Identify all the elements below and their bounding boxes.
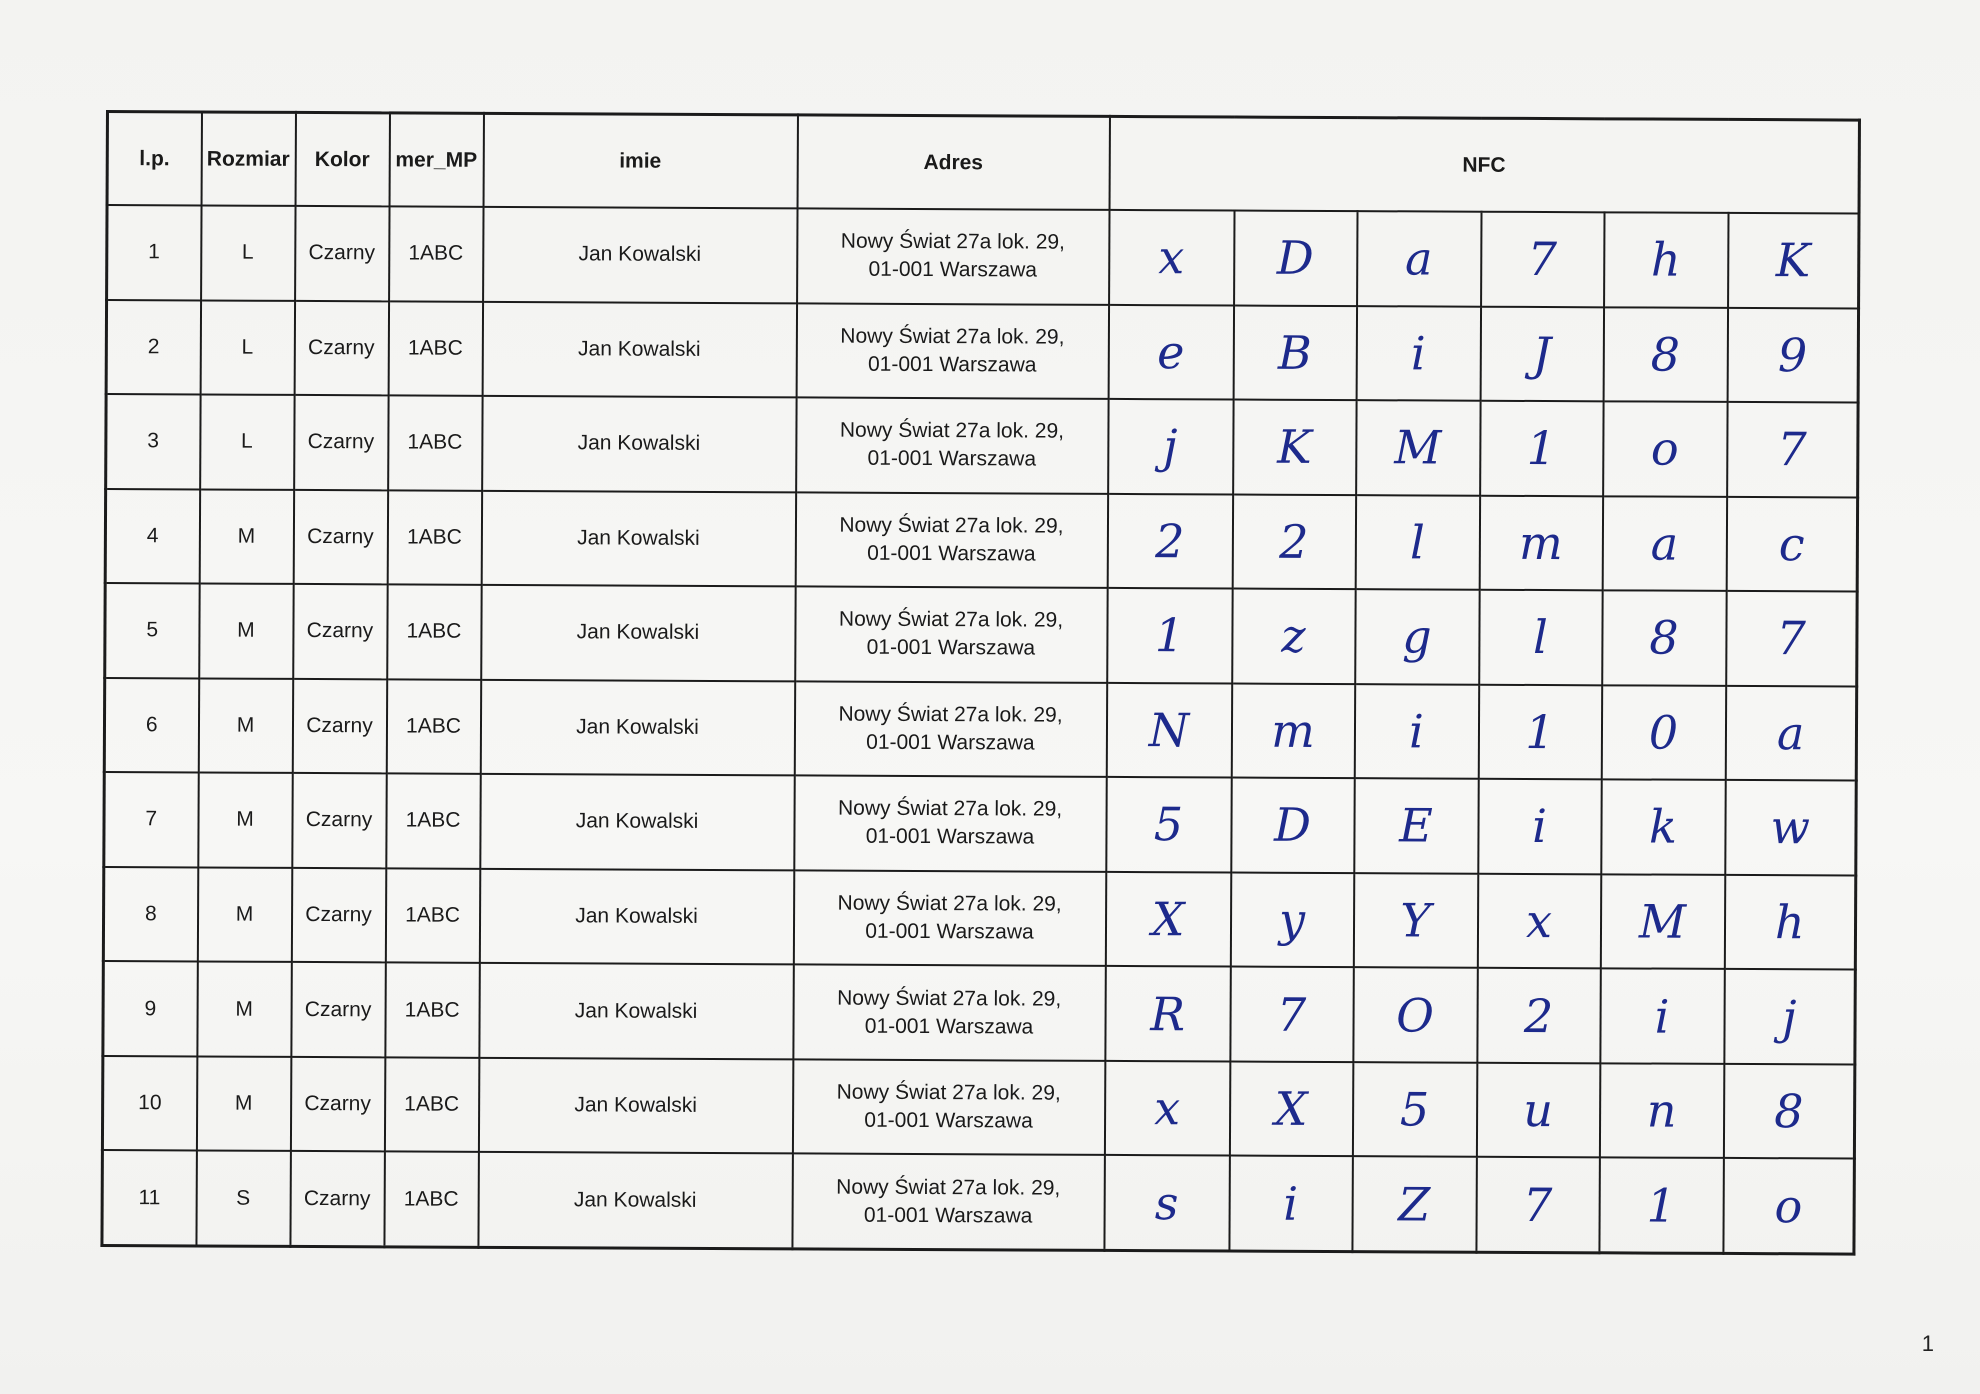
- nfc-handwritten-char: 5: [1399, 1082, 1430, 1137]
- nfc-handwritten-char: 2: [1523, 988, 1554, 1043]
- cell-nfc: [1601, 780, 1725, 875]
- nfc-handwritten-char: a: [1776, 706, 1805, 761]
- nfc-handwritten-char: R: [1150, 986, 1186, 1041]
- adres-line-2: 01-001 Warszawa: [863, 1203, 1033, 1228]
- cell-nfc: [1727, 402, 1858, 497]
- nfc-handwritten-char: 7: [1276, 987, 1307, 1042]
- adres-line-1: Nowy Świat 27a lok. 29,: [838, 607, 1064, 633]
- nfc-handwritten-char: 2: [1155, 513, 1185, 569]
- cell-nfc: [1233, 400, 1356, 495]
- nfc-handwritten-char: k: [1648, 800, 1678, 855]
- cell-kolor: Czarny: [293, 584, 387, 679]
- cell-rozmiar: L: [201, 205, 295, 300]
- table-row: [102, 1056, 1854, 1159]
- cell-lp: 1: [107, 205, 201, 300]
- cell-nfc: [1600, 874, 1724, 969]
- cell-kolor: Czarny: [291, 868, 385, 963]
- cell-numer-mp: 1ABC: [387, 585, 481, 680]
- cell-nfc: [1479, 590, 1602, 685]
- nfc-handwritten-char: O: [1396, 987, 1435, 1043]
- nfc-handwritten-char: e: [1157, 324, 1185, 380]
- cell-nfc: [1601, 685, 1725, 780]
- cell-nfc: [1107, 493, 1232, 588]
- table-row: [106, 394, 1858, 497]
- cell-kolor: Czarny: [293, 490, 387, 585]
- nfc-handwritten-char: 7: [1777, 422, 1807, 477]
- cell-nfc: [1104, 1155, 1229, 1251]
- cell-nfc: [1604, 212, 1728, 307]
- cell-adres: [797, 208, 1109, 304]
- cell-nfc: [1231, 683, 1354, 778]
- table-row: [104, 772, 1856, 875]
- cell-rozmiar: L: [200, 300, 294, 395]
- cell-nfc: [1476, 1062, 1599, 1157]
- nfc-handwritten-char: K: [1277, 420, 1312, 475]
- cell-adres: [793, 870, 1105, 966]
- cell-nfc: [1355, 495, 1479, 590]
- cell-nfc: [1231, 778, 1354, 873]
- cell-nfc: [1603, 307, 1727, 402]
- cell-numer-mp: 1ABC: [389, 206, 483, 301]
- nfc-handwritten-char: 1: [1154, 608, 1185, 663]
- nfc-handwritten-char: X: [1274, 1081, 1308, 1136]
- header-nfc: NFC: [1109, 116, 1859, 213]
- cell-imie: Jan Kowalski: [479, 963, 793, 1059]
- cell-nfc: [1352, 1156, 1476, 1252]
- adres-line-2: 01-001 Warszawa: [867, 541, 1036, 566]
- cell-nfc: [1108, 399, 1233, 494]
- cell-adres: [795, 586, 1107, 682]
- cell-nfc: [1726, 591, 1857, 686]
- cell-nfc: [1726, 497, 1857, 592]
- cell-adres: [792, 1059, 1104, 1155]
- cell-numer-mp: 1ABC: [385, 868, 479, 963]
- adres-line-1: Nowy Świat 27a lok. 29,: [840, 324, 1065, 349]
- cell-kolor: Czarny: [290, 1057, 384, 1152]
- cell-nfc: [1599, 1063, 1723, 1158]
- nfc-handwritten-char: h: [1774, 895, 1805, 950]
- cell-nfc: [1723, 1064, 1854, 1159]
- cell-lp: 4: [105, 489, 199, 584]
- cell-nfc: [1232, 589, 1355, 684]
- cell-rozmiar: L: [200, 395, 294, 490]
- nfc-handwritten-char: i: [1283, 1176, 1299, 1231]
- table-row: [103, 867, 1855, 970]
- cell-kolor: Czarny: [292, 773, 386, 868]
- table-body: [102, 205, 1859, 1254]
- cell-imie: Jan Kowalski: [483, 207, 797, 303]
- cell-numer-mp: 1ABC: [388, 301, 482, 396]
- nfc-handwritten-char: 7: [1776, 611, 1806, 666]
- adres-line-1: Nowy Świat 27a lok. 29,: [839, 418, 1065, 444]
- cell-nfc: [1477, 968, 1600, 1063]
- cell-numer-mp: 1ABC: [386, 679, 480, 774]
- nfc-handwritten-char: s: [1154, 1175, 1179, 1230]
- cell-numer-mp: 1ABC: [388, 395, 482, 490]
- nfc-handwritten-char: a: [1650, 516, 1679, 571]
- cell-adres: [794, 681, 1106, 777]
- cell-nfc: [1479, 495, 1602, 590]
- nfc-handwritten-char: x: [1525, 893, 1553, 949]
- adres-line-1: Nowy Świat 27a lok. 29,: [839, 513, 1064, 538]
- nfc-handwritten-char: g: [1402, 609, 1432, 664]
- cell-nfc: [1233, 305, 1356, 400]
- cell-nfc: [1723, 1158, 1854, 1254]
- cell-nfc: [1477, 873, 1600, 968]
- cell-nfc: [1106, 683, 1231, 778]
- nfc-handwritten-char: X: [1151, 892, 1185, 947]
- table-row: [102, 1150, 1854, 1254]
- nfc-registry-table: [100, 110, 1861, 1256]
- nfc-handwritten-char: 7: [1527, 232, 1558, 287]
- cell-adres: [793, 965, 1105, 1061]
- nfc-handwritten-char: 7: [1522, 1177, 1553, 1232]
- cell-nfc: [1234, 211, 1357, 306]
- cell-nfc: [1728, 213, 1859, 308]
- adres-line-2: 01-001 Warszawa: [866, 730, 1035, 755]
- adres-line-1: Nowy Świat 27a lok. 29,: [836, 1175, 1061, 1200]
- cell-kolor: Czarny: [290, 1151, 384, 1247]
- nfc-handwritten-char: D: [1276, 230, 1314, 286]
- adres-line-2: 01-001 Warszawa: [864, 1108, 1033, 1133]
- cell-kolor: Czarny: [294, 395, 388, 490]
- nfc-handwritten-char: i: [1532, 799, 1548, 854]
- nfc-handwritten-char: i: [1408, 704, 1424, 759]
- adres-line-2: 01-001 Warszawa: [867, 352, 1037, 377]
- nfc-handwritten-char: 1: [1526, 421, 1557, 476]
- adres-line-1: Nowy Świat 27a lok. 29,: [840, 229, 1065, 254]
- nfc-handwritten-char: l: [1532, 610, 1548, 665]
- cell-adres: [796, 303, 1108, 399]
- cell-rozmiar: M: [197, 867, 291, 962]
- cell-nfc: [1356, 400, 1480, 495]
- cell-lp: 6: [104, 678, 198, 773]
- cell-adres: [795, 492, 1107, 588]
- header-rozmiar: Rozmiar: [201, 112, 295, 206]
- nfc-handwritten-char: y: [1278, 892, 1306, 947]
- table-row: [103, 961, 1855, 1064]
- cell-nfc: [1353, 967, 1477, 1062]
- nfc-handwritten-char: B: [1277, 325, 1312, 380]
- cell-nfc: [1354, 778, 1478, 873]
- header-imie: imie: [483, 113, 797, 208]
- cell-imie: Jan Kowalski: [481, 490, 795, 586]
- header-lp: l.p.: [107, 112, 201, 206]
- cell-lp: 8: [103, 867, 197, 962]
- header-row: [107, 112, 1859, 214]
- cell-adres: [796, 397, 1108, 493]
- nfc-handwritten-char: Y: [1400, 893, 1431, 948]
- cell-nfc: [1355, 589, 1479, 684]
- cell-nfc: [1232, 494, 1355, 589]
- cell-lp: 2: [106, 300, 200, 395]
- cell-nfc: [1108, 304, 1233, 399]
- nfc-handwritten-char: 5: [1153, 797, 1184, 852]
- cell-nfc: [1107, 588, 1232, 683]
- cell-nfc: [1478, 779, 1601, 874]
- cell-kolor: Czarny: [294, 300, 388, 395]
- cell-nfc: [1476, 1157, 1599, 1253]
- cell-nfc: [1481, 212, 1604, 307]
- nfc-handwritten-char: J: [1532, 326, 1552, 381]
- cell-nfc: [1480, 306, 1603, 401]
- cell-rozmiar: M: [198, 773, 292, 868]
- adres-line-2: 01-001 Warszawa: [864, 1014, 1034, 1039]
- cell-imie: Jan Kowalski: [480, 774, 794, 870]
- cell-numer-mp: 1ABC: [384, 1057, 478, 1152]
- nfc-handwritten-char: m: [1518, 515, 1563, 570]
- cell-adres: [792, 1154, 1104, 1251]
- nfc-handwritten-char: 1: [1646, 1178, 1676, 1233]
- nfc-handwritten-char: K: [1775, 233, 1811, 288]
- cell-numer-mp: 1ABC: [387, 490, 481, 585]
- cell-imie: Jan Kowalski: [482, 301, 796, 397]
- nfc-handwritten-char: c: [1778, 517, 1805, 572]
- nfc-handwritten-char: u: [1523, 1082, 1554, 1138]
- header-numer-mp: mer_MP: [389, 113, 483, 207]
- cell-imie: Jan Kowalski: [478, 1152, 792, 1249]
- nfc-handwritten-char: j: [1782, 989, 1797, 1044]
- nfc-handwritten-char: E: [1399, 798, 1433, 853]
- table-row: [104, 678, 1856, 781]
- cell-lp: 11: [102, 1150, 196, 1246]
- cell-rozmiar: M: [198, 678, 292, 773]
- nfc-handwritten-char: M: [1394, 420, 1442, 475]
- nfc-handwritten-char: l: [1409, 515, 1425, 570]
- cell-rozmiar: M: [196, 1056, 290, 1151]
- cell-nfc: [1724, 969, 1855, 1064]
- cell-imie: Jan Kowalski: [481, 585, 795, 681]
- nfc-handwritten-char: o: [1774, 1178, 1803, 1233]
- cell-nfc: [1229, 1061, 1352, 1156]
- cell-lp: 9: [103, 961, 197, 1056]
- page-number: 1: [1921, 1331, 1934, 1356]
- nfc-handwritten-char: m: [1271, 703, 1315, 758]
- adres-line-2: 01-001 Warszawa: [865, 825, 1035, 849]
- nfc-handwritten-char: i: [1654, 989, 1670, 1044]
- cell-nfc: [1104, 1061, 1229, 1156]
- cell-nfc: [1480, 401, 1603, 496]
- cell-lp: 5: [105, 583, 199, 678]
- cell-imie: Jan Kowalski: [479, 869, 793, 965]
- adres-line-1: Nowy Świat 27a lok. 29,: [836, 1080, 1061, 1105]
- nfc-handwritten-char: Z: [1398, 1176, 1431, 1232]
- nfc-handwritten-char: 2: [1279, 514, 1309, 569]
- table-row: [106, 300, 1858, 403]
- nfc-handwritten-char: j: [1163, 419, 1178, 474]
- cell-imie: Jan Kowalski: [478, 1058, 792, 1154]
- cell-nfc: [1354, 684, 1478, 779]
- header-kolor: Kolor: [295, 112, 389, 206]
- adres-line-1: Nowy Świat 27a lok. 29,: [837, 797, 1063, 822]
- cell-nfc: [1230, 967, 1353, 1062]
- cell-lp: 7: [104, 772, 198, 867]
- cell-numer-mp: 1ABC: [384, 1152, 478, 1248]
- cell-nfc: [1727, 307, 1858, 402]
- nfc-handwritten-char: o: [1650, 421, 1679, 477]
- nfc-handwritten-char: D: [1273, 798, 1312, 853]
- cell-nfc: [1352, 1062, 1476, 1157]
- cell-nfc: [1724, 875, 1855, 970]
- nfc-handwritten-char: x: [1158, 230, 1185, 285]
- nfc-handwritten-char: 8: [1774, 1084, 1804, 1139]
- cell-nfc: [1602, 590, 1726, 685]
- nfc-handwritten-char: i: [1410, 326, 1426, 381]
- cell-rozmiar: M: [199, 584, 293, 679]
- adres-line-2: 01-001 Warszawa: [867, 447, 1037, 471]
- cell-nfc: [1599, 1158, 1723, 1254]
- nfc-handwritten-char: 8: [1649, 610, 1679, 666]
- cell-imie: Jan Kowalski: [480, 679, 794, 775]
- nfc-handwritten-char: n: [1646, 1083, 1677, 1138]
- table-row: [105, 489, 1857, 592]
- cell-nfc: [1356, 306, 1480, 401]
- cell-nfc: [1603, 401, 1727, 496]
- header-adres: Adres: [797, 115, 1109, 210]
- nfc-handwritten-char: 8: [1650, 327, 1681, 382]
- adres-line-1: Nowy Świat 27a lok. 29,: [838, 702, 1063, 727]
- cell-numer-mp: 1ABC: [386, 774, 480, 869]
- nfc-handwritten-char: z: [1281, 609, 1306, 664]
- nfc-handwritten-char: 1: [1525, 704, 1555, 760]
- cell-nfc: [1106, 777, 1231, 872]
- cell-nfc: [1230, 872, 1353, 967]
- nfc-handwritten-char: h: [1650, 232, 1681, 287]
- cell-nfc: [1478, 684, 1601, 779]
- nfc-handwritten-char: x: [1154, 1081, 1181, 1136]
- cell-nfc: [1725, 780, 1856, 875]
- cell-rozmiar: S: [196, 1151, 290, 1247]
- nfc-handwritten-char: 9: [1777, 327, 1808, 383]
- cell-numer-mp: 1ABC: [385, 963, 479, 1058]
- nfc-handwritten-char: M: [1638, 894, 1687, 949]
- nfc-handwritten-char: w: [1770, 800, 1811, 855]
- cell-rozmiar: M: [199, 489, 293, 584]
- cell-lp: 10: [102, 1056, 196, 1151]
- cell-nfc: [1357, 211, 1481, 306]
- cell-nfc: [1229, 1156, 1352, 1252]
- adres-line-1: Nowy Świat 27a lok. 29,: [837, 891, 1062, 916]
- nfc-handwritten-char: a: [1404, 231, 1433, 286]
- cell-lp: 3: [106, 394, 200, 489]
- cell-nfc: [1105, 966, 1230, 1061]
- cell-rozmiar: M: [197, 962, 291, 1057]
- nfc-handwritten-char: N: [1148, 703, 1190, 758]
- adres-line-2: 01-001 Warszawa: [866, 636, 1036, 660]
- cell-nfc: [1725, 686, 1856, 781]
- table-row: [105, 583, 1857, 686]
- adres-line-2: 01-001 Warszawa: [868, 257, 1038, 282]
- cell-adres: [794, 776, 1106, 872]
- cell-kolor: Czarny: [291, 962, 385, 1057]
- adres-line-2: 01-001 Warszawa: [865, 919, 1034, 944]
- cell-nfc: [1353, 873, 1477, 968]
- cell-nfc: [1600, 969, 1724, 1064]
- adres-line-1: Nowy Świat 27a lok. 29,: [837, 986, 1062, 1011]
- cell-nfc: [1109, 210, 1234, 305]
- cell-nfc: [1602, 496, 1726, 591]
- cell-nfc: [1105, 872, 1230, 967]
- cell-imie: Jan Kowalski: [482, 396, 796, 492]
- nfc-handwritten-char: 0: [1648, 705, 1679, 760]
- cell-kolor: Czarny: [292, 679, 386, 774]
- cell-kolor: Czarny: [295, 206, 389, 301]
- table-row: [107, 205, 1859, 308]
